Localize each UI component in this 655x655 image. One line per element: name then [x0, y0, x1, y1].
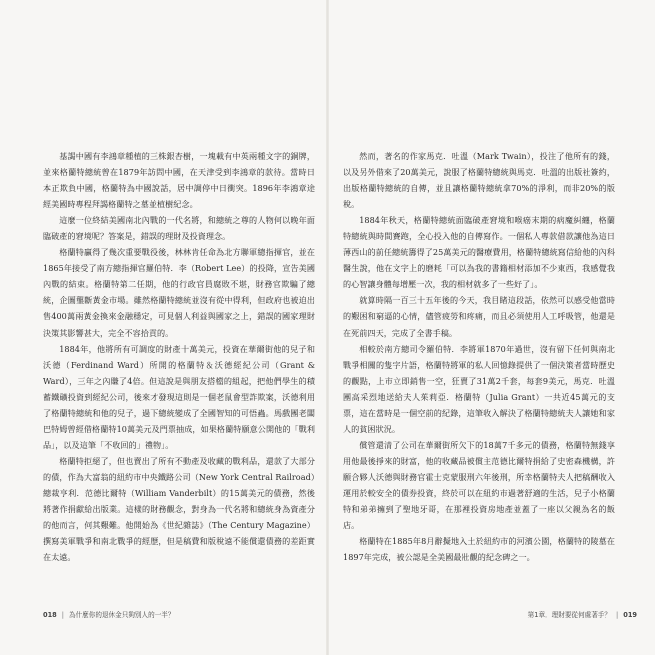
paragraph: 格蘭特贏得了幾次重要戰役後，林林肯任命為北方聯軍總指揮官，並在1865年接受了南方總指揮官羅伯特．李（Robert Lee）的投降，宣告美國內戰的結束。格蘭特第二任期，他的行政官員腐敗不堪，財務官欺騙了總統，企圖壟斷黃金市場。雖然格蘭特總統並沒有從中得利，但政府也被迫出售400萬兩黃金換來金融穩定，可見個人利益與國家之上，錯誤的國家理財決策其影響甚大，完全不容拾貢的。: [43, 247, 315, 338]
chapter-title: 第1章．理財要從何處著手？: [527, 611, 611, 619]
paragraph: 這麼一位終結美國南北內戰的一代名將，和總統之尊的人物何以晚年面臨破產的窘境呢？答案是，錯誤的理財及投資理念。: [43, 215, 315, 242]
page-number: 019: [623, 611, 637, 619]
paragraph: 格蘭特在1885年8月辭擬地入土於紐約市的河濱公園，格蘭特的陵墓在1897年完成，被公認是全美國最壯觀的紀念碑之一。: [343, 536, 615, 563]
footer-separator: |: [61, 611, 64, 619]
right-text-column: [343, 148, 615, 565]
paragraph: 償管還清了公司在華爾街所欠下的18萬7千多元的債務，格蘭特無錢享用他最後掙來的財富，他的收藏品被償主范德比爾特捐給了史密森機構，許願合夥人沃德與財務官霍士克蒙服刑六年後刑，所幸格蘭特夫人把稿酬收入運用於較安全的債券投資，終於可以在紐約市過著舒適的生活，兒子小格蘭特和弟弟擁到了聖地牙哥，在那裡投資房地產並蓋了一座以父親為名的飯店。: [343, 439, 615, 531]
paragraph: 基謁中國有李鴻章種植的三株銀杏樹，一塊載有中英兩種文字的銅牌，並來格蘭特總統曾在1879年訪問中國，在天津受到李鴻章的款待。當時日本正欺負中國，格蘭特為中國說話，居中調停中日衝突。1896年李鴻章途經美國時專程拜謁格蘭特之墓並植樹紀念。: [43, 151, 315, 210]
right-page: [328, 0, 655, 655]
page-number: 018: [43, 611, 57, 619]
left-text-column: [43, 148, 315, 565]
paragraph: 1884年，他將所有可調度的財產十萬美元，投資在華爾街他的兒子和沃德（Ferdinand Ward）所開的格蘭特＆沃德經紀公司（Grant & Ward），三年之內賺了4倍。但這說是與朋友搭檔的組起，把他們學生的積蓄鐵礦投資到經紀公司，後來才發現這則是一個老鼠會型詐欺案，沃德利用了格蘭特總統和他的兒子，過下總統變成了全國智知的可悟蟲。馬戲團老闆巴特姆曾經借格蘭特10萬美元及門票抽成，如果格蘭特願意公開他的「戰利品」，以及這筆「不收回的」禮物」。: [43, 343, 315, 450]
book-title: 為什麼你的退休金只夠別人的一半？: [69, 611, 175, 619]
paragraph: 相較於南方總司令羅伯特．李將軍1870年過世，沒有留下任何與南北戰爭相關的隻字片語，格蘭特將軍的私人回憶錄提供了一個決策者當時歷史的觀點，上市立即銷售一空，狂賣了31萬2千套，每套9美元，馬克．吐溫團高采烈地送給夫人茱莉亞．格蘭特（Julia Grant）一共近45萬元的支票，這在當時是一個空前的紀錄，這筆收入解決了格蘭特總統夫人讓她和家人的貧困狀況。: [343, 343, 615, 434]
paragraph: 就算時隔一百三十五年後的今天，我目睹這段話，依然可以感受他當時的艱困和窮逼的心情，儘管疲勞和疼痛，而且必須使用人工呼吸管，他還是在死前四天，完成了全書手稿。: [343, 295, 615, 338]
left-footer: [43, 609, 175, 619]
paragraph: 1884年秋天，格蘭特總統面臨破產窘境和喉癌末期的病魔糾纏，格蘭特總統與時間賽跑，全心投入他的自傳寫作。一個私人專款借款讓他為這日薄西山的前任總統籌得了25萬美元的醫療費用，格蘭特總統寫信給他的內科醫生說，他在文字上的磨耗「可以為我的書籍相材添加不少東西，我感覺我的心智讓身體每增壓一次，我的相材就多了一些好了」。: [343, 215, 615, 290]
footer-separator: |: [616, 611, 619, 619]
left-page: [0, 0, 327, 655]
right-footer: [528, 609, 637, 619]
paragraph: 然而，著名的作家馬克．吐溫（Mark Twain），投注了他所有的錢，以及另外借來了20萬美元，說服了格蘭特總統與馬克．吐溫的出版社簽約，出版格蘭特總統的自傳，並且讓格蘭特總統拿70%的淨利，而非20%的版稅。: [343, 151, 615, 210]
paragraph: 格蘭特拒絕了，但也賣出了所有不動產及收藏的戰利品，還款了大部分的債，作為大富翁的紐約市中央鐵路公司（New York Central Railroad）總裁亨利．范德比爾特（William Vanderbilt）的15萬美元的債務，然後將著作捐獻給出版業。這樣的財務觀念，對身為一代名將和總統身為資產分的他而言，何其艱難。他開始為《世紀雜誌》（The Century Magazine）撰寫美軍戰爭和南北戰爭的經歷，但是稿費和版稅遠不能償還債務的差距實在太遠。: [43, 455, 315, 563]
